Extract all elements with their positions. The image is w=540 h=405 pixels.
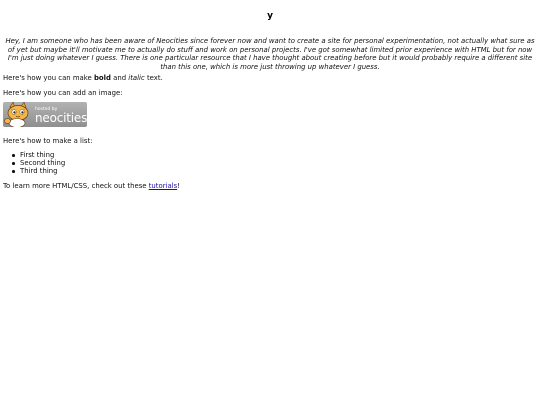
bold-line-after: text.: [144, 74, 163, 82]
learn-line-after: !: [177, 182, 180, 190]
example-list: [20, 151, 65, 175]
italic-text: italic: [128, 74, 145, 82]
list-item: Third thing: [20, 167, 65, 175]
neocities-brand-text: neocities: [35, 111, 87, 125]
bold-line-middle: and: [110, 74, 129, 82]
list-example-line: Here's how to make a list:: [3, 137, 93, 145]
bold-line-before: Here's how you can make: [3, 74, 94, 82]
hosted-by-label: hosted by: [35, 107, 58, 112]
tutorials-link[interactable]: tutorials: [148, 182, 178, 190]
learn-more-line: [3, 182, 180, 190]
page-heading: y: [267, 11, 273, 21]
bold-text: bold: [93, 74, 111, 82]
list-item: First thing: [20, 151, 65, 159]
image-example-line: Here's how you can add an image:: [3, 89, 123, 97]
bold-example-line: [3, 74, 163, 82]
hosted-by-neocities-badge: [3, 102, 87, 127]
learn-line-before: To learn more HTML/CSS, check out these: [3, 182, 149, 190]
intro-paragraph: Hey, I am someone who has been aware of Neocities since forever now and want to create a site for personal experimentation, not actually what sure as of yet but maybe it'll motivate me to actually do stuff and work on personal projects. I've got somewhat limited prior experience with HTML but for now I'm just doing whatever I guess. There is one particular resource that I have thought about creating before but it would probably require a different site than this one, which is more just throwing up whatever I guess.: [5, 37, 535, 71]
cat-mascot-icon: [3, 102, 35, 127]
list-item: Second thing: [20, 159, 66, 167]
